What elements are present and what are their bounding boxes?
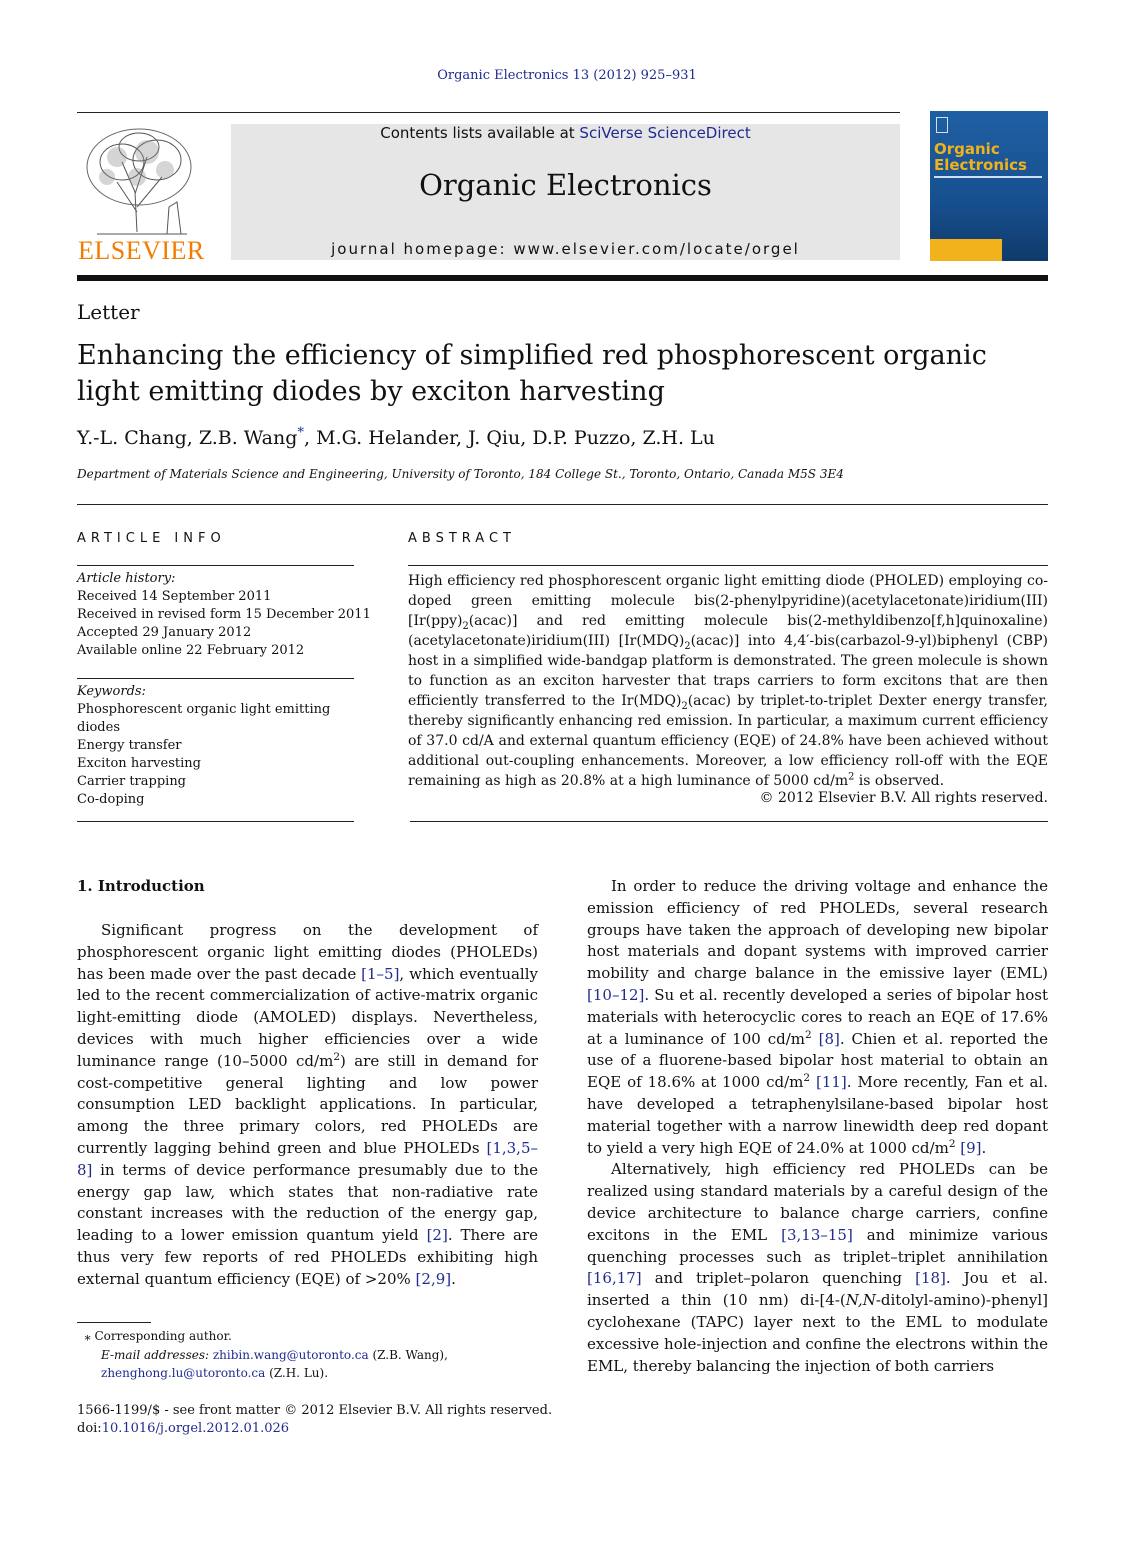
journal-homepage[interactable]: journal homepage: www.elsevier.com/locate/orgel [331, 240, 800, 258]
reference-link[interactable]: [16,17] [587, 1269, 642, 1288]
journal-title: Organic Electronics [419, 168, 712, 202]
article-history [77, 570, 371, 660]
superscript: 2 [805, 1028, 812, 1041]
email-label: E-mail addresses: [101, 1348, 213, 1362]
keyword-item: Co-doping [77, 792, 145, 807]
doi-link[interactable]: 10.1016/j.orgel.2012.01.026 [101, 1421, 290, 1436]
header-rule [77, 112, 900, 113]
superscript: 2 [848, 771, 855, 783]
footnote-emails [77, 1346, 539, 1382]
article-type: Letter [77, 300, 140, 324]
text-seg: . More recently, Fan et al. have developed a tetraphenylsilane-based bipolar host material together with a narrow linewidth deep red dopant to yield a very high EQE of 24.0% at 1000 cd/m [587, 1073, 1048, 1157]
keyword-item: Energy transfer [77, 738, 182, 753]
intro-right-column [587, 876, 1048, 1377]
subscript: 2 [681, 700, 688, 712]
email-owner: (Z.B. Wang), [368, 1348, 448, 1362]
text-seg: , which eventually led to the recent commercialization of active-matrix organic light-emitting diode (AMOLED) displays. Nevertheless, devices with much higher efficiencies over a wide luminance range (10–5000 cd/m [77, 964, 538, 1070]
keyword-item: diodes [77, 720, 120, 735]
abstract-seg: (acac)] and red emitting molecule bis(2-methyldibenzo[f,h]quinoxaline)(acetylacetonate)iridium(III) [Ir(MDQ) [408, 613, 1048, 649]
sciencedirect-link[interactable]: SciVerse ScienceDirect [579, 124, 751, 142]
keyword-item: Carrier trapping [77, 774, 187, 789]
contents-prefix: Contents lists available at [380, 124, 580, 142]
doi-prefix: doi: [77, 1421, 102, 1436]
abstract-rule-bottom [410, 821, 1048, 822]
history-item: Accepted 29 January 2012 [77, 625, 252, 640]
article-title: Enhancing the efficiency of simplified red phosphorescent organic light emitting diodes by exciton harvesting [77, 340, 987, 407]
corresponding-author-marker[interactable]: * [297, 425, 305, 441]
section-heading-introduction: 1. Introduction [77, 877, 205, 895]
reference-link[interactable]: [9] [960, 1138, 982, 1157]
italic-text: N,N [845, 1291, 876, 1310]
text-seg: . Chien et al. reported the use of a fluorene-based bipolar host material to obtain an EQE of 18.6% at 1000 cd/m [587, 1029, 1048, 1092]
intro-paragraph [587, 876, 1048, 1159]
journal-cover-image [930, 111, 1048, 261]
journal-banner [231, 124, 900, 260]
email-link[interactable]: zhibin.wang@utoronto.ca [212, 1348, 369, 1362]
email-link[interactable]: zhenghong.lu@utoronto.ca [101, 1366, 266, 1380]
author-list [77, 427, 715, 449]
header-thick-rule [77, 275, 1048, 281]
reference-link[interactable]: [3,13–15] [781, 1225, 853, 1244]
article-info-heading: ARTICLE INFO [77, 531, 226, 546]
text-seg: . Jou et al. inserted a thin (10 nm) di-[4-( [587, 1269, 1049, 1310]
text-seg: In order to reduce the driving voltage and enhance the emission efficiency of red PHOLEDs, several research groups have taken the approach of developing new bipolar host materials and dopant systems with improved carrier mobility and charge balance in the emissive layer (EML) [587, 877, 1048, 983]
footnote-corresponding [77, 1327, 537, 1345]
superscript: 2 [333, 1050, 340, 1063]
authors-part2: , M.G. Helander, J. Qiu, D.P. Puzzo, Z.H. Lu [304, 427, 715, 449]
affiliation: Department of Materials Science and Engineering, University of Toronto, 184 College St., Toronto, Ontario, Canada M5S 3E4 [77, 467, 844, 481]
cover-publisher-icon [936, 117, 948, 133]
issn-line: 1566-1199/$ - see front matter © 2012 Elsevier B.V. All rights reserved. [77, 1403, 553, 1418]
keyword-item: Exciton harvesting [77, 756, 201, 771]
text-seg: . Su et al. recently developed a series of bipolar host materials with heterocyclic cores to reach an EQE of 17.6% at a luminance of 100 cd/m [587, 985, 1048, 1048]
text-seg: -ditolyl-amino)-phenyl] cyclohexane (TAPC) layer next to the EML to modulate excessive hole-injection and confine the electrons within the EML, thereby balancing the injection of both carriers [587, 1291, 1048, 1375]
abstract-seg: (acac)] into 4,4′-bis(carbazol-9-yl)biphenyl (CBP) host in a simplified wide-bandgap platform is demonstrated. The green molecule is shown to function as an exciton harvester that traps carriers to form excitons that are then efficiently transferred to the Ir(MDQ) [408, 633, 1048, 709]
superscript: 2 [803, 1072, 811, 1085]
reference-link[interactable]: [1–5] [361, 964, 400, 983]
abstract-rule-top [408, 565, 1048, 566]
journal-citation[interactable]: Organic Electronics 13 (2012) 925–931 [437, 68, 697, 83]
cover-title-line2: Electronics [934, 156, 1027, 174]
reference-link[interactable]: [8] [818, 1029, 840, 1048]
intro-paragraph [77, 920, 538, 1291]
abstract-seg: High efficiency red phosphorescent organic light emitting diode (PHOLED) employing co-doped green emitting molecule bis(2-phenylpyridine)(acetylacetonate)iridium(III) [Ir(ppy) [408, 573, 1048, 629]
abstract-heading: ABSTRACT [408, 531, 516, 546]
history-item: Received 14 September 2011 [77, 589, 272, 604]
subscript: 2 [462, 620, 469, 632]
cover-title-line1: Organic [934, 140, 1000, 158]
reference-link[interactable]: [18] [915, 1269, 946, 1288]
abstract-seg: (acac) by triplet-to-triplet Dexter energy transfer, thereby significantly enhancing red emission. In particular, a maximum current efficiency of 37.0 cd/A and external quantum efficiency (EQE) of 24.8% have been achieved without additional out-coupling enhancements. Moreover, a low efficiency roll-off with the EQE remaining as high as 20.8% at a high luminance of 5000 cd/m [408, 693, 1049, 789]
reference-link[interactable]: [1,3,5–8] [77, 1138, 538, 1179]
authors-part1: Y.-L. Chang, Z.B. Wang [77, 427, 298, 449]
doi-line [77, 1420, 552, 1438]
text-seg: . There are thus very few reports of red PHOLEDs exhibiting high external quantum efficiency (EQE) of >20% [77, 1226, 539, 1288]
reference-link[interactable]: [10–12] [587, 985, 645, 1004]
title-rule [77, 504, 1048, 505]
email-owner: (Z.H. Lu). [265, 1366, 329, 1380]
abstract-seg: is observed. [854, 773, 945, 789]
superscript: 2 [948, 1137, 956, 1150]
footnote-star: ⁎ [84, 1329, 91, 1343]
history-item: Received in revised form 15 December 2011 [77, 607, 371, 622]
history-item: Available online 22 February 2012 [77, 643, 305, 658]
keywords [77, 683, 330, 809]
subscript: 2 [684, 640, 691, 652]
info-rule-3 [77, 821, 354, 822]
info-rule-2 [77, 678, 354, 679]
text-seg: Alternatively, high efficiency red PHOLEDs can be realized using standard materials by a careful design of the device architecture to balance charge carriers, confine excitons in the EML [587, 1160, 1048, 1244]
info-rule-1 [77, 565, 354, 566]
abstract-text [408, 571, 1048, 791]
text-seg: and minimize various quenching processes such as triplet–triplet annihilation [587, 1225, 1048, 1266]
reference-link[interactable]: [11] [815, 1073, 847, 1092]
footnote-rule [77, 1322, 151, 1323]
copyright-notice: © 2012 Elsevier B.V. All rights reserved. [759, 790, 1048, 806]
reference-link[interactable]: [2] [426, 1226, 448, 1245]
text-seg: ) are still in demand for cost-competitive general lighting and low power consumption LED backlight applications. In particular, among the three primary colors, red PHOLEDs are currently lagging behind green and blue PHOLEDs [77, 1051, 538, 1157]
intro-paragraph [587, 1159, 1048, 1377]
elsevier-logo-text: ELSEVIER [78, 236, 205, 265]
front-matter [77, 1402, 552, 1438]
text-seg: Significant progress on the development of phosphorescent organic light emitting diodes (PHOLEDs) has been made over the past decade [77, 921, 538, 983]
keywords-label: Keywords: [77, 684, 146, 699]
text-seg: and triplet–polaron quenching [641, 1269, 916, 1288]
intro-left-column [77, 920, 538, 1291]
contents-line [231, 124, 900, 142]
cover-title [934, 141, 1027, 173]
footnote-text: Corresponding author. [90, 1329, 232, 1343]
keyword-item: Phosphorescent organic light emitting [77, 702, 331, 717]
reference-link[interactable]: [2,9] [415, 1269, 452, 1288]
cover-yellow-bar [930, 239, 1002, 261]
text-seg: . [981, 1138, 987, 1157]
text-seg: in terms of device performance presumably due to the energy gap law, which states that non-radiative rate constant increases with the reduction of the energy gap, leading to a lower emission quantum yield [77, 1160, 538, 1245]
history-label: Article history: [77, 571, 176, 586]
text-seg: . [451, 1269, 456, 1288]
cover-subtitle-bar [934, 176, 1042, 178]
